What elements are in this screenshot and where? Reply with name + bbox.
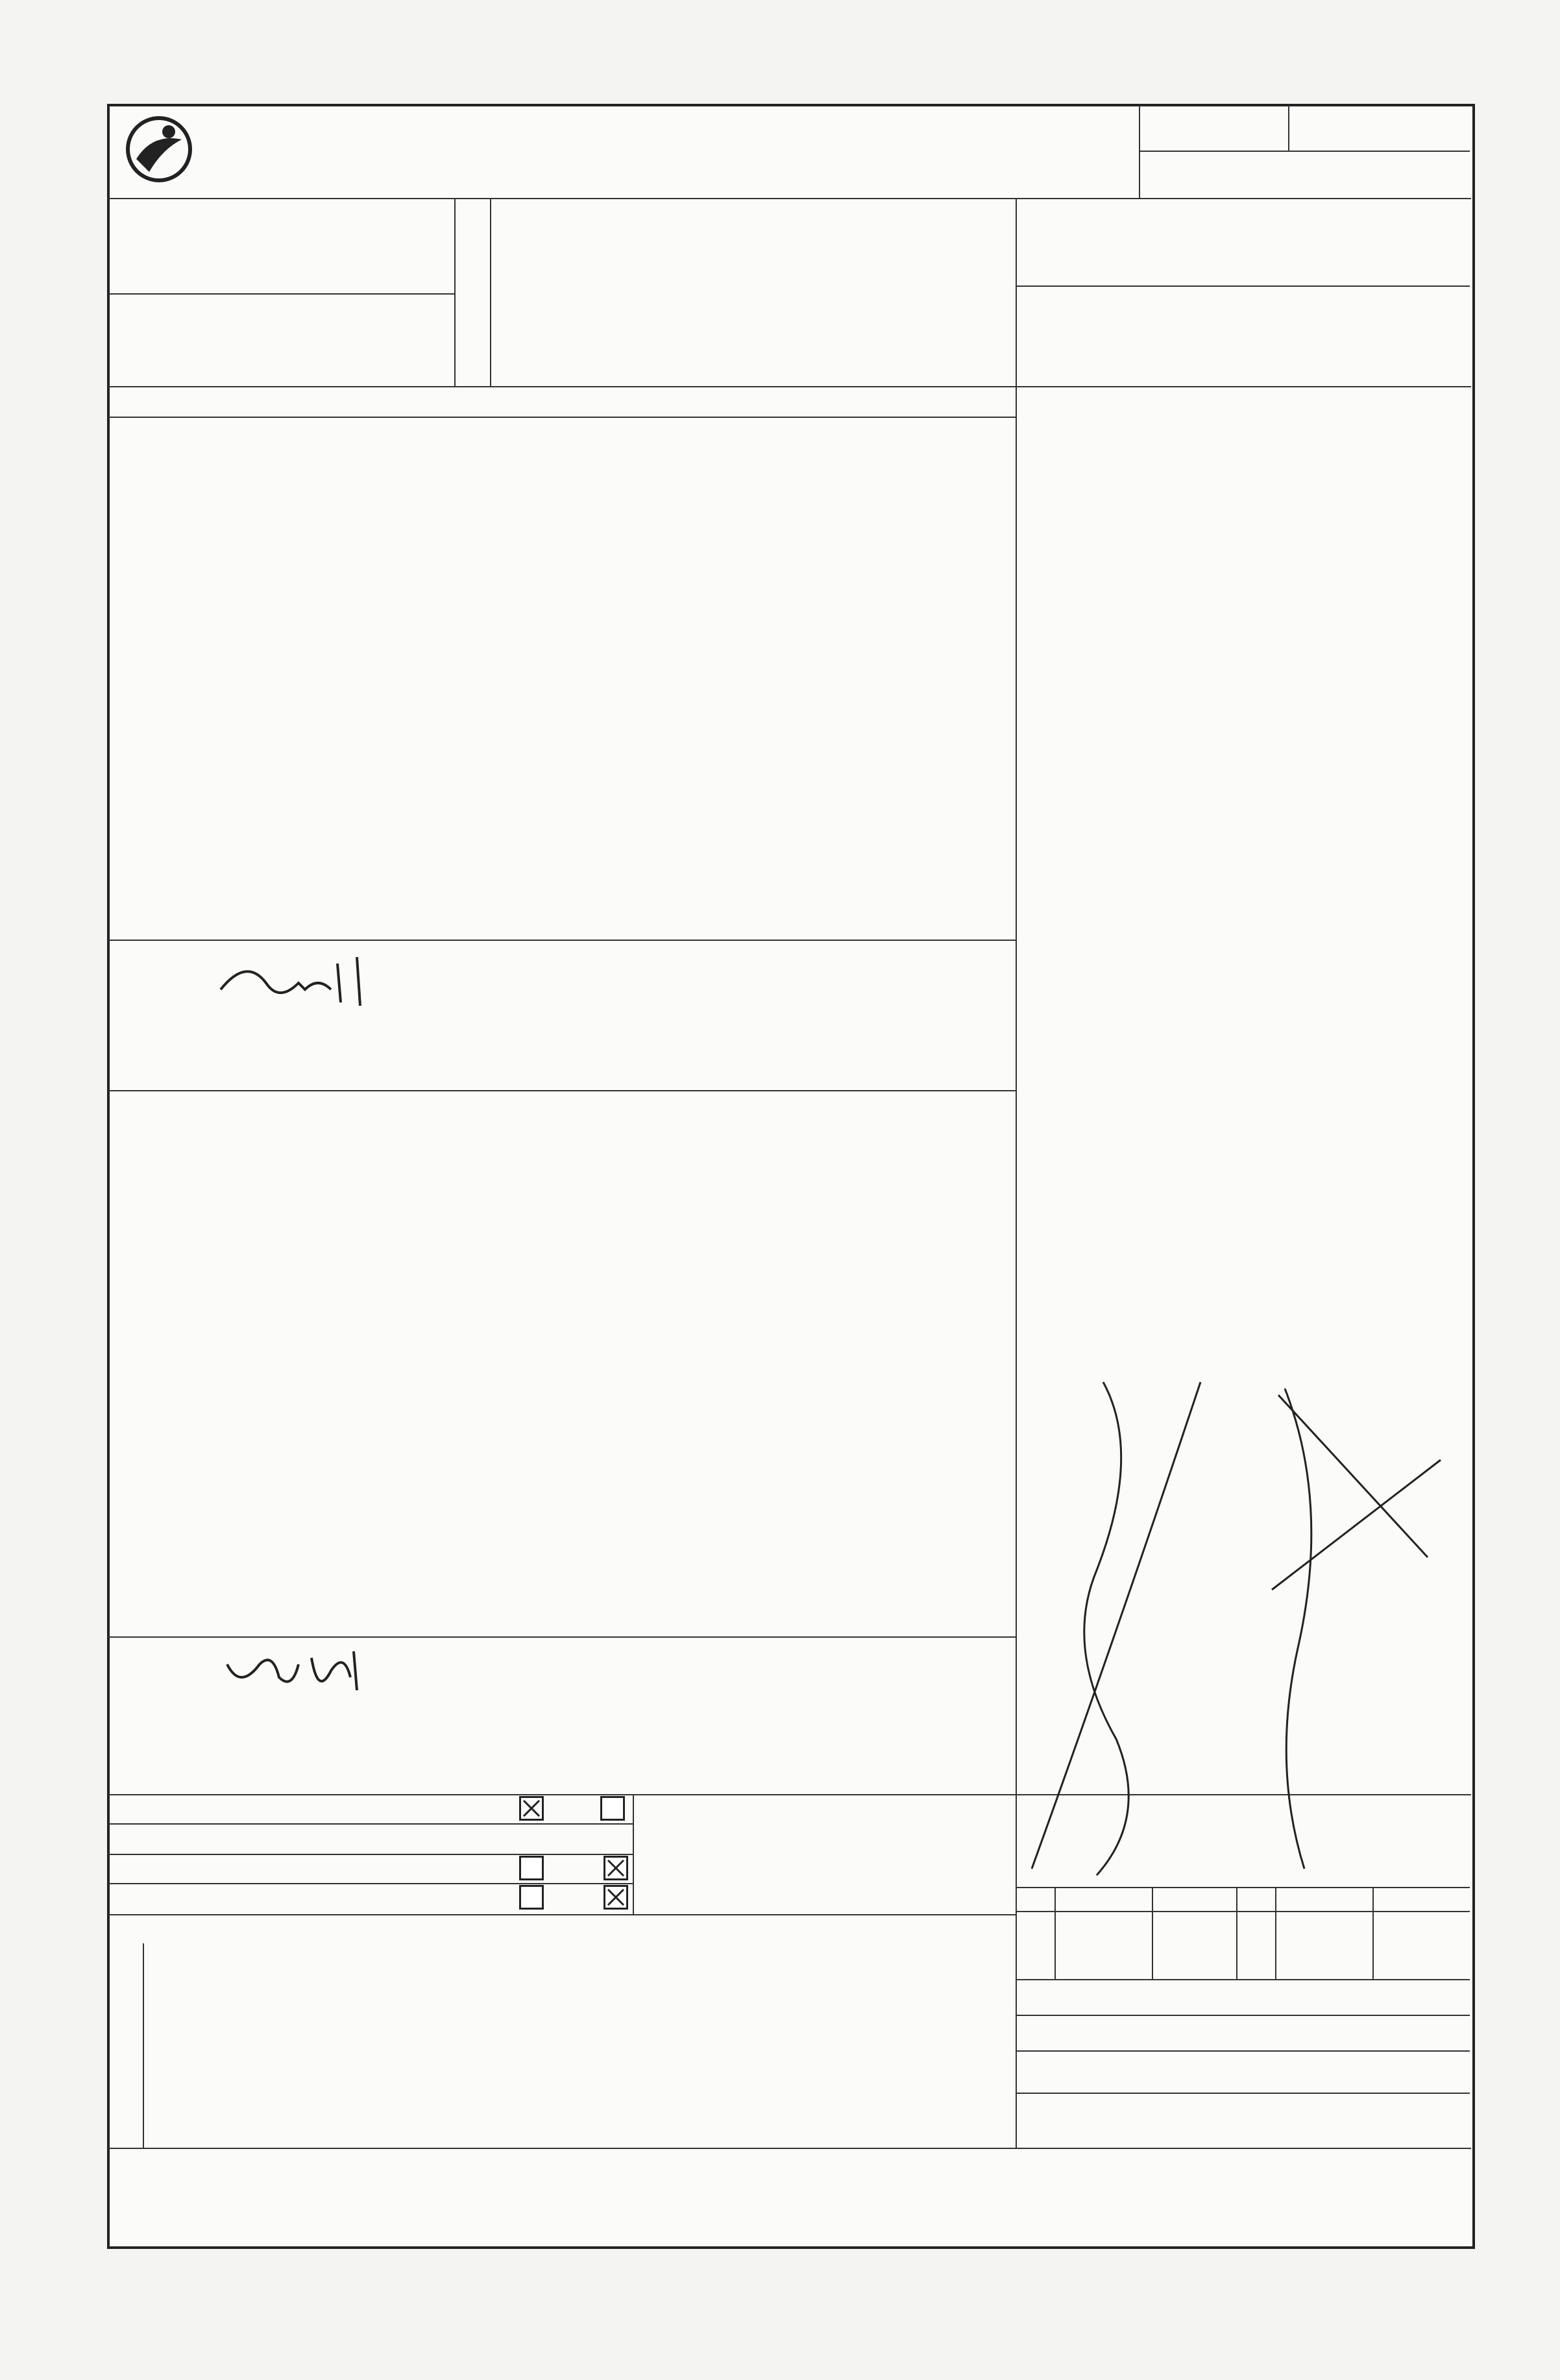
protocol-sheet — [107, 104, 1475, 2249]
team-a-official-signature — [208, 944, 389, 1025]
team-b-official-signature — [221, 1638, 370, 1706]
remarks-brak-checkbox[interactable] — [519, 1796, 544, 1821]
registration-nie-checkbox[interactable] — [603, 1856, 628, 1880]
registration-tak-checkbox[interactable] — [519, 1856, 544, 1880]
extra-report-tak-checkbox[interactable] — [519, 1885, 544, 1910]
remarks-verte-checkbox[interactable] — [600, 1796, 625, 1821]
cross-out-marks — [1025, 1376, 1467, 1885]
zprp-logo — [123, 114, 195, 185]
extra-report-nie-checkbox[interactable] — [603, 1885, 628, 1910]
